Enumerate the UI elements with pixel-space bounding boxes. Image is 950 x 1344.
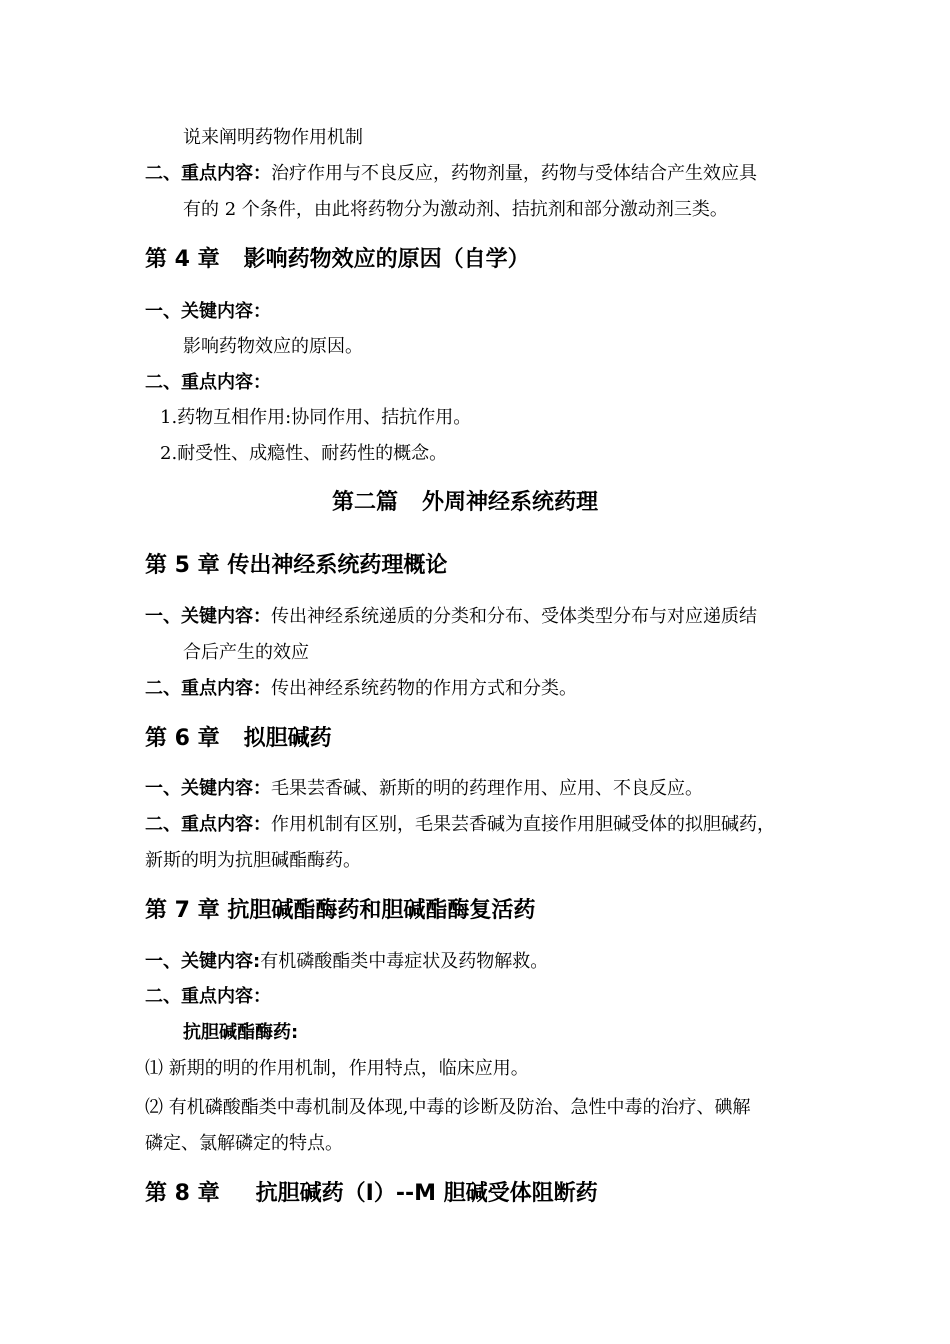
subsection-label: 抗胆碱酯酶药:: [183, 1022, 299, 1043]
section-label: 二、重点内容：: [145, 678, 271, 699]
list-item-continued: 磷定、氯解磷定的特点。: [145, 1133, 343, 1154]
paragraph-line: [145, 777, 703, 801]
chapter-title: 抗胆碱药（I）--M 胆碱受体阻断药: [255, 1181, 598, 1206]
chapter-5-heading: [145, 551, 447, 581]
paragraph-line: [145, 677, 577, 701]
section-label: 一、关键内容：: [145, 301, 271, 322]
list-item: ⑴ 新期的明的作用机制，作用特点，临床应用。: [145, 1058, 529, 1079]
part-2-heading: [332, 488, 598, 518]
chapter-4-heading: [145, 245, 530, 275]
section-text: 毛果芸香碱、新斯的明的药理作用、应用、不良反应。: [271, 778, 703, 799]
paragraph-line: [145, 605, 757, 629]
list-item: 1.药物互相作用:协同作用、拮抗作用。: [160, 407, 472, 428]
chapter-number: 第 7 章: [145, 898, 220, 923]
section-label: 二、重点内容：: [145, 372, 271, 393]
section-text: 传出神经系统递质的分类和分布、受体类型分布与对应递质结: [271, 606, 757, 627]
part-title: 外周神经系统药理: [422, 490, 599, 515]
chapter-6-heading: [145, 724, 332, 754]
chapter-number: 第 4 章: [145, 247, 220, 272]
section-label: 二、重点内容：: [145, 814, 271, 835]
chapter-title: 拟胆碱药: [243, 726, 332, 751]
chapter-title: 抗胆碱酯酶药和胆碱酯酶复活药: [227, 898, 536, 923]
paragraph-line: 说来阐明药物作用机制: [183, 127, 363, 148]
section-label: 一、关键内容：: [145, 778, 271, 799]
chapter-8-heading: [145, 1179, 598, 1209]
section-text: 新斯的明为抗胆碱酯酶药。: [145, 850, 361, 871]
section-label: 一、关键内容：: [145, 606, 271, 627]
section-text: 有机磷酸酯类中毒症状及药物解救。: [260, 951, 549, 972]
paragraph-line: [145, 950, 548, 974]
chapter-number: 第 5 章: [145, 553, 220, 578]
section-text: 传出神经系统药物的作用方式和分类。: [271, 678, 577, 699]
section-label: 一、关键内容:: [145, 951, 261, 972]
part-number: 第二篇: [332, 490, 399, 515]
chapter-title: 影响药物效应的原因（自学）: [243, 247, 530, 272]
section-text: 治疗作用与不良反应，药物剂量，药物与受体结合产生效应具: [271, 163, 757, 184]
chapter-title: 传出神经系统药理概论: [227, 553, 448, 578]
paragraph-line: [145, 813, 775, 837]
list-item: ⑵ 有机磷酸酯类中毒机制及体现,中毒的诊断及防治、急性中毒的治疗、碘解: [145, 1097, 751, 1118]
section-text: 影响药物效应的原因。: [183, 336, 363, 357]
section-text: 作用机制有区别，毛果芸香碱为直接作用胆碱受体的拟胆碱药，: [271, 814, 775, 835]
chapter-number: 第 6 章: [145, 726, 220, 751]
section-label: 二、重点内容：: [145, 163, 271, 184]
chapter-number: 第 8 章: [145, 1181, 220, 1206]
section-text: 合后产生的效应: [183, 642, 309, 663]
paragraph-line: [145, 162, 757, 186]
chapter-7-heading: [145, 896, 535, 926]
list-item: 2.耐受性、成瘾性、耐药性的概念。: [160, 443, 448, 464]
paragraph-line: 有的 2 个条件，由此将药物分为激动剂、拮抗剂和部分激动剂三类。: [183, 199, 728, 220]
section-label: 二、重点内容：: [145, 986, 271, 1007]
